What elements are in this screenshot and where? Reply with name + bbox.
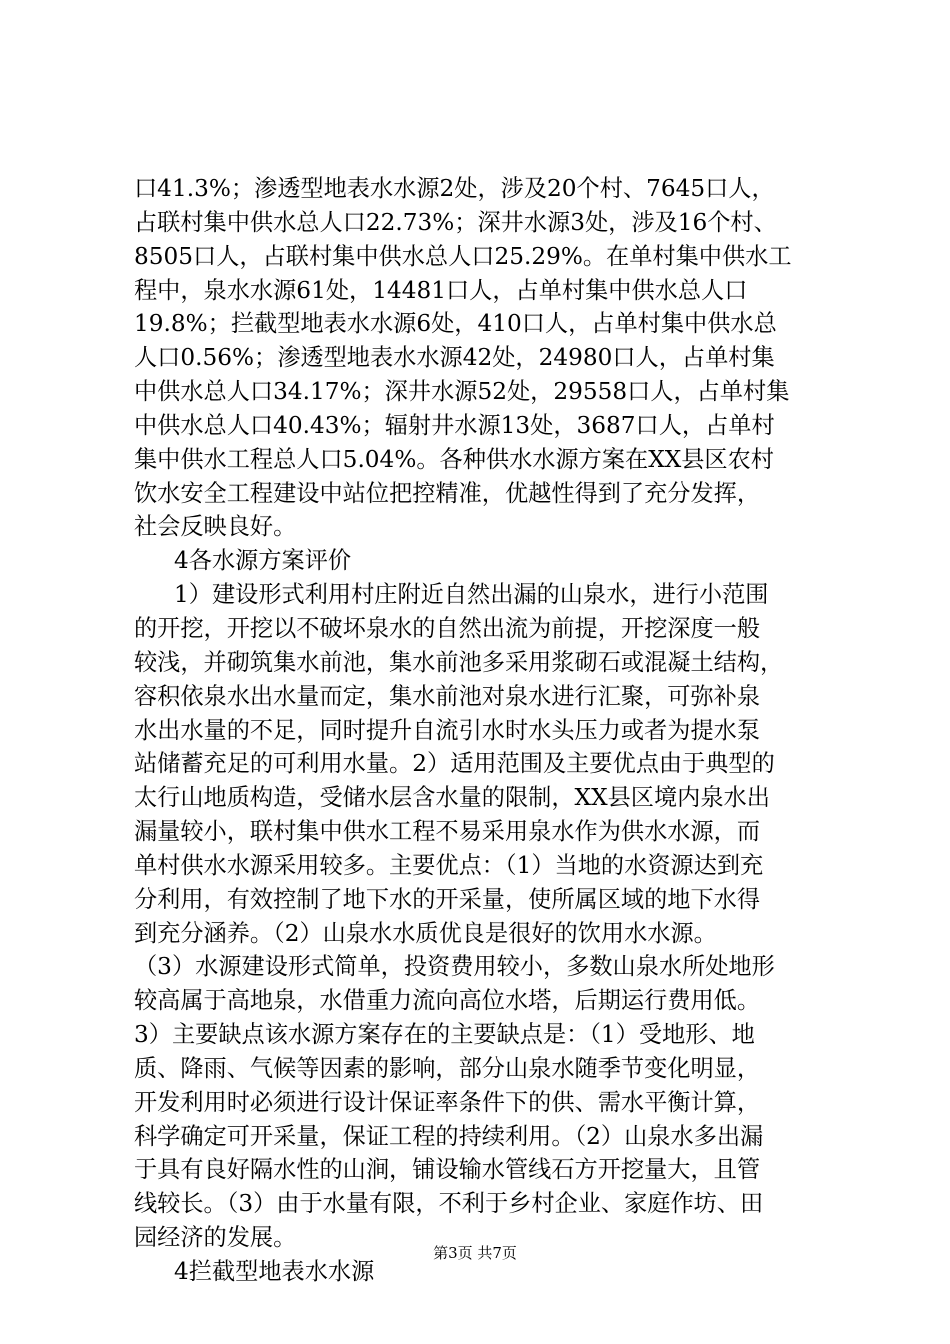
text-line: 的开挖，开挖以不破坏泉水的自然出流为前提，开挖深度一般 <box>134 614 761 642</box>
paragraph-start-line: 1）建设形式利用村庄附近自然出漏的山泉水，进行小范围 <box>174 581 769 609</box>
text-line: 漏量较小，联村集中供水工程不易采用泉水作为供水水源，而 <box>134 818 761 846</box>
body-text <box>134 172 834 1289</box>
text-line: 质、降雨、气候等因素的影响，部分山泉水随季节变化明显， <box>134 1054 761 1082</box>
text-line: 程中，泉水水源61处，14481口人，占单村集中供水总人口 <box>134 276 748 304</box>
section-heading: 4拦截型地表水水源 <box>174 1258 375 1285</box>
text-line: 较浅，并砌筑集水前池，集水前池多采用浆砌石或混凝土结构， <box>134 648 784 676</box>
text-line: 园经济的发展。 <box>134 1224 297 1252</box>
text-line: 站储蓄充足的可利用水量。2）适用范围及主要优点由于典型的 <box>134 750 775 778</box>
text-line: 单村供水水源采用较多。主要优点：（1）当地的水资源达到充 <box>134 851 764 879</box>
text-line: （3）水源建设形式简单，投资费用较小，多数山泉水所处地形 <box>134 953 775 981</box>
text-line: 于具有良好隔水性的山涧，铺设输水管线石方开挖量大，且管 <box>134 1156 761 1184</box>
text-line: 饮水安全工程建设中站位把控精准，优越性得到了充分发挥， <box>134 479 761 507</box>
text-line: 开发利用时必须进行设计保证率条件下的供、需水平衡计算， <box>134 1088 761 1116</box>
text-line: 太行山地质构造，受储水层含水量的限制，XX县区境内泉水出 <box>134 784 770 812</box>
text-line: 水出水量的不足，同时提升自流引水时水头压力或者为提水泵 <box>134 716 761 744</box>
section-heading: 4各水源方案评价 <box>174 547 352 575</box>
text-line: 8505口人，占联村集中供水总人口25.29%。在单村集中供水工 <box>134 242 792 270</box>
page-footer <box>0 1243 950 1263</box>
page-number-label: 第3页 共7页 <box>433 1244 517 1262</box>
text-line: 口41.3%；渗透型地表水水源2处，涉及20个村、7645口人， <box>134 175 775 202</box>
text-line: 线较长。（3）由于水量有限，不利于乡村企业、家庭作坊、田 <box>134 1190 764 1218</box>
text-line: 集中供水工程总人口5.04%。各种供水水源方案在XX县区农村 <box>134 445 774 473</box>
text-line: 科学确定可开采量，保证工程的持续利用。（2）山泉水多出漏 <box>134 1122 764 1150</box>
text-line: 社会反映良好。 <box>134 513 297 541</box>
text-line: 容积依泉水出水量而定，集水前池对泉水进行汇聚，可弥补泉 <box>134 682 761 710</box>
text-line: 19.8%；拦截型地表水水源6处，410口人，占单村集中供水总 <box>134 310 777 338</box>
text-line: 中供水总人口34.17%；深井水源52处，29558口人，占单村集 <box>134 378 790 406</box>
text-line: 中供水总人口40.43%；辐射井水源13处，3687口人，占单村 <box>134 411 775 439</box>
text-line: 分利用，有效控制了地下水的开采量，使所属区域的地下水得 <box>134 885 761 913</box>
text-line: 较高属于高地泉，水借重力流向高位水塔，后期运行费用低。 <box>134 987 761 1015</box>
text-line: 占联村集中供水总人口22.73%；深井水源3处，涉及16个村、 <box>134 208 777 236</box>
text-line: 3）主要缺点该水源方案存在的主要缺点是：（1）受地形、地 <box>134 1021 755 1049</box>
text-line: 人口0.56%；渗透型地表水水源42处，24980口人，占单村集 <box>134 344 775 372</box>
text-line: 到充分涵养。（2）山泉水水质优良是很好的饮用水水源。 <box>134 919 717 947</box>
